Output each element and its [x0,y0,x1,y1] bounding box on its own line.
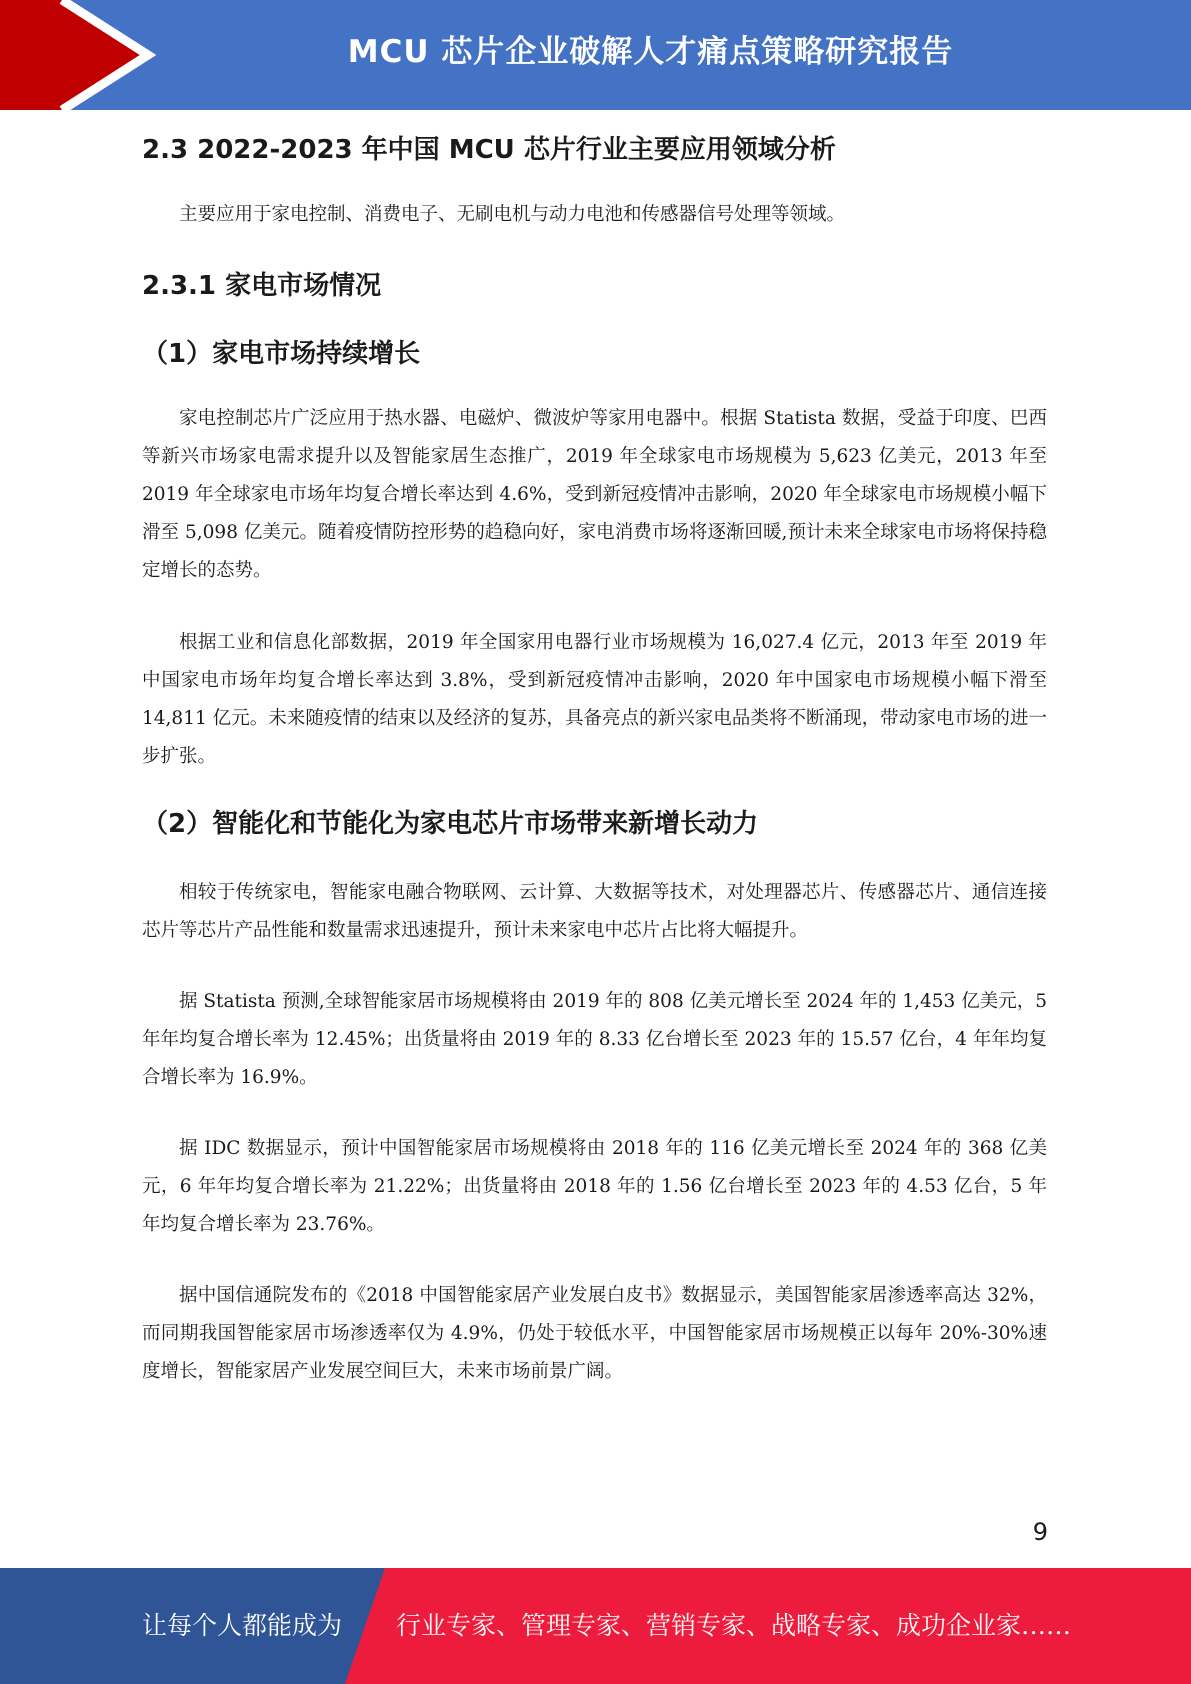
subsection-heading: 2.3.1 家电市场情况 [142,271,382,301]
report-title: MCU 芯片企业破解人才痛点策略研究报告 [347,34,954,70]
page-body [142,128,1047,1391]
part-heading-2: （2）智能化和节能化为家电芯片市场带来新增长动力 [142,809,759,839]
footer-slogan-right: 行业专家、管理专家、营销专家、战略专家、成功企业家…… [396,1611,1072,1640]
section-heading: 2.3 2022-2023 年中国 MCU 芯片行业主要应用领域分析 [142,135,836,165]
paragraph: 据 Statista 预测,全球智能家居市场规模将由 2019 年的 808 亿美元增长至 2024 年的 1,453 亿美元，5 年年均复合增长率为 12.45%；出货量将由 2019 年的 8.33 亿台增长至 2023 年的 15.57 亿台，4 年年均复合增长率为 16.9%。 [142,991,1047,1088]
paragraph: 据中国信通院发布的《2018 中国智能家居产业发展白皮书》数据显示，美国智能家居渗透率高达 32%，而同期我国智能家居市场渗透率仅为 4.9%，仍处于较低水平，中国智能家居市场规模正以每年 20%-30%速度增长，智能家居产业发展空间巨大，未来市场前景广阔。 [142,1285,1047,1382]
paragraph: 相较于传统家电，智能家电融合物联网、云计算、大数据等技术，对处理器芯片、传感器芯片、通信连接芯片等芯片产品性能和数量需求迅速提升，预计未来家电中芯片占比将大幅提升。 [142,882,1047,941]
footer-slogan-left: 让每个人都能成为 [142,1611,343,1640]
paragraph: 家电控制芯片广泛应用于热水器、电磁炉、微波炉等家用电器中。根据 Statista 数据，受益于印度、巴西等新兴市场家电需求提升以及智能家居生态推广，2019 年全球家电市场规模为 5,623 亿美元，2013 年至 2019 年全球家电市场年均复合增长率达到 4.6%，受到新冠疫情冲击影响，2020 年全球家电市场规模小幅下滑至 5,098 亿美元。随着疫情防控形势的趋稳向好，家电消费市场将逐渐回暖,预计未来全球家电市场将保持稳定增长的态势。 [142,408,1047,581]
part-heading-1: （1）家电市场持续增长 [142,339,421,369]
page-footer [0,1568,1191,1684]
section-intro: 主要应用于家电控制、消费电子、无刷电机与动力电池和传感器信号处理等领域。 [179,204,846,225]
paragraph: 根据工业和信息化部数据，2019 年全国家用电器行业市场规模为 16,027.4 亿元，2013 年至 2019 年中国家电市场年均复合增长率达到 3.8%，受到新冠疫情冲击影响，2020 年中国家电市场规模小幅下滑至 14,811 亿元。未来随疫情的结束以及经济的复苏，具备亮点的新兴家电品类将不断涌现，带动家电市场的进一步扩张。 [142,632,1047,767]
paragraph: 据 IDC 数据显示，预计中国智能家居市场规模将由 2018 年的 116 亿美元增长至 2024 年的 368 亿美元，6 年年均复合增长率为 21.22%；出货量将由 2018 年的 1.56 亿台增长至 2023 年的 4.53 亿台，5 年年均复合增长率为 23.76%。 [142,1138,1047,1235]
page-header [0,0,1191,110]
page-number: 9 [1032,1518,1048,1546]
